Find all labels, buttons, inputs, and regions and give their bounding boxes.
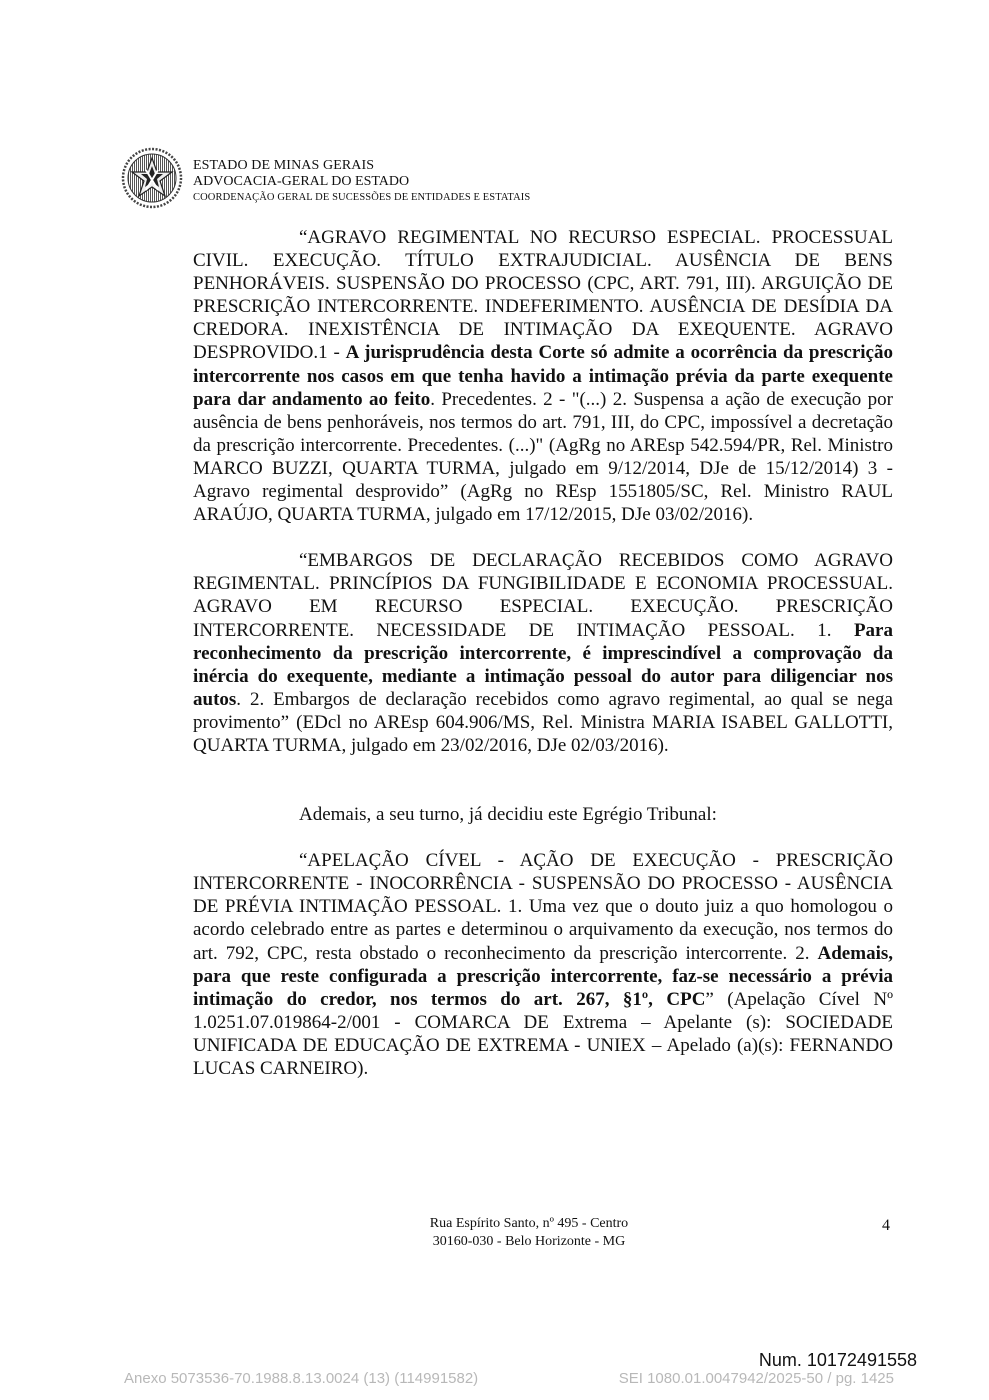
text-segment: Ademais, a seu turno, já decidiu este Egrégio Tribunal: [299,804,717,826]
annex-reference: Anexo 5073536-70.1988.8.13.0024 (13) (114991582) [124,1370,479,1387]
letterhead-state: ESTADO DE MINAS GERAIS [193,158,375,173]
letterhead [193,158,530,206]
document-number-stamp: Num. 10172491558 [758,1350,917,1370]
text-segment: “AGRAVO REGIMENTAL NO RECURSO ESPECIAL. PROCESSUAL CIVIL. EXECUÇÃO. TÍTULO EXTRAJUDICIAL. AUSÊNCIA DE BENS PENHORÁVEIS. SUSPENSÃO DO PROCESSO (CPC, ART. 791, III). ARGUIÇÃO DE PRESCRIÇÃO INTERCORRENTE. INDEFERIMENTO. AUSÊNCIA DE DESÍDIA DA CREDORA. INEXISTÊNCIA DE INTIMAÇÃO DA EXEQUENTE. AGRAVO DESPROVIDO.1 - [193,227,893,364]
bold-segment: A jurisprudência desta Corte só admite a ocorrência da prescrição intercorrente nos casos em que tenha havido a intimação prévia da parte exequente para dar andamento ao feito [193,342,893,410]
document-body [193,226,893,1080]
page-footer [343,1215,715,1251]
text-segment: ” (Apelação Cível Nº 1.0251.07.019864-2/001 - COMARCA DE Extrema – Apelante (s): SOCIEDADE UNIFICADA DE EDUCAÇÃO DE EXTREMA - UNIEX – Apelado (a)(s): FERNANDO LUCAS CARNEIRO). [193,988,893,1079]
text-segment: “APELAÇÃO CÍVEL - AÇÃO DE EXECUÇÃO - PRESCRIÇÃO INTERCORRENTE - INOCORRÊNCIA - SUSPENSÃO DO PROCESSO - AUSÊNCIA DE PRÉVIA INTIMAÇÃO PESSOAL. 1. Uma vez que o douto juiz a quo homologou o acordo celebrado entre as partes e determinou o arquivamento da execução, nos termos do art. 792, CPC, resta obstado o reconhecimento da prescrição intercorrente. 2. [193,850,893,964]
footer-address-line1: Rua Espírito Santo, nº 495 - Centro [429,1216,629,1231]
quote-paragraph-2 [193,549,893,757]
letterhead-agency: ADVOCACIA-GERAL DO ESTADO [193,174,410,189]
annex-stamp [124,1370,894,1387]
bold-segment: Para reconhecimento da prescrição intercorrente, é imprescindível a comprovação da inércia do exequente, mediante a intimação pessoal do autor para diligenciar nos autos [193,619,893,710]
text-segment: . 2. Embargos de declaração recebidos como agravo regimental, ao qual se nega provimento” (EDcl no AREsp 604.906/MS, Rel. Ministra MARIA ISABEL GALLOTTI, QUARTA TURMA, julgado em 23/02/2016, DJe 02/03/2016). [193,688,893,756]
page-number: 4 [882,1217,890,1234]
sei-reference: SEI 1080.01.0047942/2025-50 / pg. 1425 [618,1370,894,1387]
intro-paragraph [193,803,893,826]
quote-paragraph-3 [193,849,893,1080]
footer-address-line2: 30160-030 - Belo Horizonte - MG [432,1234,626,1249]
text-segment: “EMBARGOS DE DECLARAÇÃO RECEBIDOS COMO AGRAVO REGIMENTAL. PRINCÍPIOS DA FUNGIBILIDADE E ECONOMIA PROCESSUAL. AGRAVO EM RECURSO ESPECIAL. EXECUÇÃO. PRESCRIÇÃO INTERCORRENTE. NECESSIDADE DE INTIMAÇÃO PESSOAL. 1. [193,550,893,641]
text-segment: . Precedentes. 2 - "(...) 2. Suspensa a ação de execução por ausência de bens penhoráveis, nos termos do art. 791, III, do CPC, impossível a decretação da prescrição intercorrente. Precedentes. (...)" (AgRg no AREsp 542.594/PR, Rel. Ministro MARCO BUZZI, QUARTA TURMA, julgado em 9/12/2014, DJe de 15/12/2014) 3 - Agravo regimental desprovido” (AgRg no REsp 1551805/SC, Rel. Ministro RAUL ARAÚJO, QUARTA TURMA, julgado em 17/12/2015, DJe 03/02/2016). [193,388,893,526]
quote-paragraph-1 [193,226,893,526]
letterhead-department: COORDENAÇÃO GERAL DE SUCESSÕES DE ENTIDADES E ESTATAIS [193,192,531,203]
bold-segment: Ademais, para que reste configurada a prescrição intercorrente, faz-se necessário a prévia intimação do credor, nos termos do art. 267, §1º, CPC [193,942,893,1010]
coat-of-arms-icon [118,146,186,210]
